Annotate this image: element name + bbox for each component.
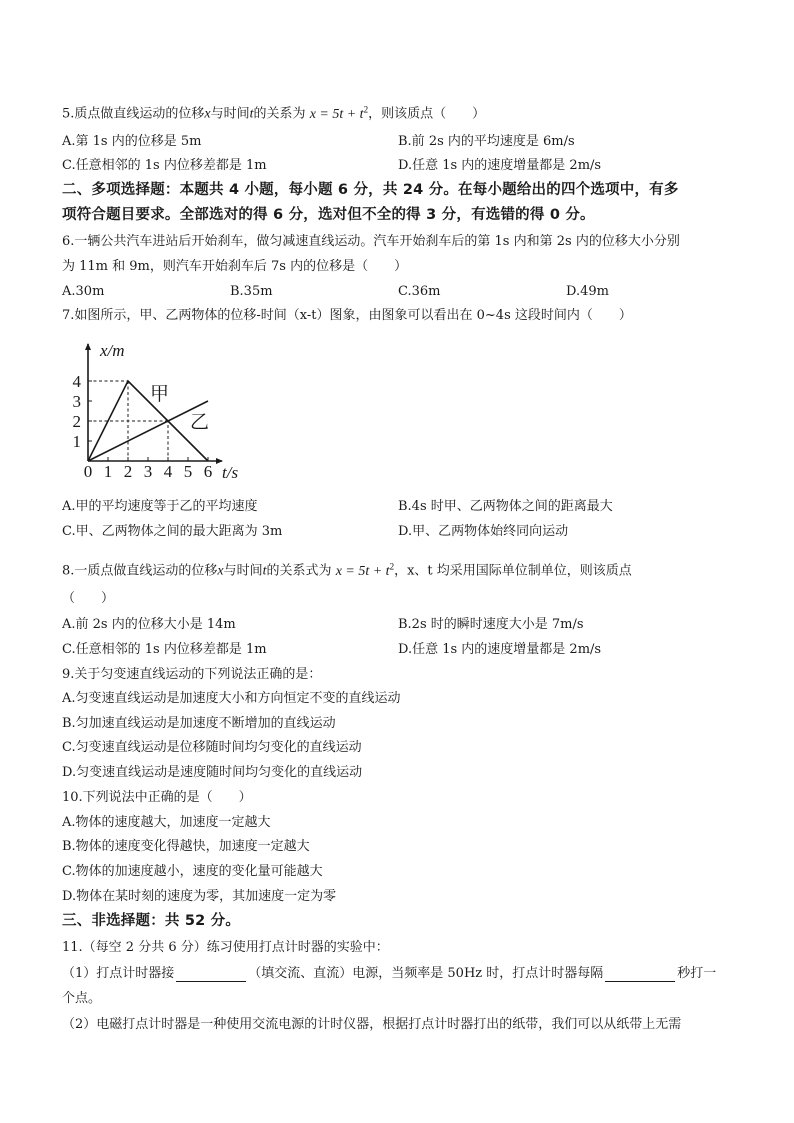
q10-option-c: C.物体的加速度越小，速度的变化量可能越大 bbox=[62, 864, 323, 879]
q8-option-a: A.前 2s 内的位移大小是 14m bbox=[62, 617, 236, 632]
q7-option-c: C.甲、乙两物体之间的最大距离为 3m bbox=[62, 524, 283, 539]
q5-formula-exp: 2 bbox=[363, 104, 369, 114]
y-tick-label-3: 4 bbox=[72, 372, 81, 391]
x-tick-label-4: 4 bbox=[163, 462, 173, 481]
answer-blank-2[interactable] bbox=[605, 968, 675, 982]
q8-stem bbox=[62, 558, 632, 580]
q6-line2: 为 11m 和 9m，则汽车开始刹车后 7s 内的位移是（ ） bbox=[62, 259, 408, 274]
q6-option-c: C.36m bbox=[398, 284, 441, 299]
q5-stem bbox=[62, 101, 485, 123]
q5-stem-c: 的关系为 bbox=[253, 106, 306, 122]
q8-formula-exp: 2 bbox=[389, 561, 395, 571]
q5-option-c: C.任意相邻的 1s 内位移差都是 1m bbox=[62, 158, 267, 173]
q5-var-t: t bbox=[249, 106, 254, 122]
series-label-yi: 乙 bbox=[190, 412, 210, 433]
q11-part1-cont: 个点。 bbox=[62, 991, 102, 1006]
q5-stem-b: 与时间 bbox=[210, 106, 250, 122]
q8-option-d: D.任意 1s 内的速度增量都是 2m/s bbox=[398, 642, 602, 657]
q8-stem-d: ，x、t 均采用国际单位制单位，则该质点 bbox=[394, 563, 632, 579]
q7-option-a: A.甲的平均速度等于乙的平均速度 bbox=[62, 499, 258, 514]
q8-stem-c: 的关系式为 bbox=[266, 563, 332, 579]
x-tick-label-3: 3 bbox=[143, 462, 153, 481]
q9-option-c: C.匀变速直线运动是位移随时间均匀变化的直线运动 bbox=[62, 740, 362, 755]
q10-option-b: B.物体的速度变化得越快，加速度一定越大 bbox=[62, 839, 310, 854]
x-tick-label-1: 1 bbox=[103, 462, 113, 481]
q8-var-t: t bbox=[262, 563, 267, 579]
q8-option-c: C.任意相邻的 1s 内位移差都是 1m bbox=[62, 642, 267, 657]
q5-option-b: B.前 2s 内的平均速度是 6m/s bbox=[398, 134, 575, 149]
x-tick-label-0: 0 bbox=[83, 462, 93, 481]
q5-option-a: A.第 1s 内的位移是 5m bbox=[62, 134, 202, 149]
q8-formula-main: x = 5t + t bbox=[335, 563, 390, 579]
q10-option-a: A.物体的速度越大，加速度一定越大 bbox=[62, 815, 271, 830]
q11-part1-c: 秒打一 bbox=[677, 966, 717, 981]
q9-option-a: A.匀变速直线运动是加速度大小和方向恒定不变的直线运动 bbox=[62, 691, 401, 706]
q6-option-a: A.30m bbox=[62, 284, 105, 299]
q7-option-b: B.4s 时甲、乙两物体之间的距离最大 bbox=[398, 499, 613, 514]
q11-part1-b: （填交流、直流）电源，当频率是 50Hz 时，打点计时器每隔 bbox=[248, 966, 604, 981]
y-axis-label: x/m bbox=[100, 341, 125, 360]
q7-stem: 7.如图所示，甲、乙两物体的位移-时间（x-t）图象，由图象可以看出在 0~4s 这段时间内（ ） bbox=[62, 308, 632, 323]
q7-option-d: D.甲、乙两物体始终同向运动 bbox=[398, 524, 569, 539]
xt-graph bbox=[66, 338, 286, 498]
q8-formula bbox=[335, 561, 395, 579]
q8-stem-a: 8.一质点做直线运动的位移 bbox=[62, 563, 218, 579]
x-tick-label-5: 5 bbox=[183, 462, 193, 481]
q11-part1-a: （1）打点计时器接 bbox=[62, 966, 175, 981]
q8-bracket: （ ） bbox=[62, 591, 115, 606]
y-tick-label-0: 1 bbox=[72, 432, 81, 451]
x-tick-label-6: 6 bbox=[203, 462, 213, 481]
q8-option-b: B.2s 时的瞬时速度大小是 7m/s bbox=[398, 617, 584, 632]
section2-line2: 项符合题目要求。全部选对的得 6 分，选对但不全的得 3 分，有选错的得 0 分。 bbox=[62, 207, 595, 223]
series-label-jia: 甲 bbox=[150, 384, 170, 405]
q11-part1 bbox=[62, 966, 716, 982]
q8-var-x: x bbox=[217, 563, 224, 579]
q5-stem-d: ，则该质点（ ） bbox=[368, 106, 486, 122]
q10-stem: 10.下列说法中正确的是（ ） bbox=[62, 790, 252, 805]
q11-part2: （2）电磁打点计时器是一种使用交流电源的计时仪器，根据打点计时器打出的纸带，我们可以从纸带上无需 bbox=[62, 1017, 682, 1032]
x-tick-label-2: 2 bbox=[123, 462, 133, 481]
q6-line1: 6.一辆公共汽车进站后开始刹车，做匀减速直线运动。汽车开始刹车后的第 1s 内和第 2s 内的位移大小分别 bbox=[62, 234, 680, 249]
q9-option-d: D.匀变速直线运动是速度随时间均匀变化的直线运动 bbox=[62, 765, 363, 780]
q10-option-d: D.物体在某时刻的速度为零，其加速度一定为零 bbox=[62, 889, 337, 904]
q9-option-b: B.匀加速直线运动是加速度不断增加的直线运动 bbox=[62, 716, 336, 731]
q6-option-b: B.35m bbox=[230, 284, 273, 299]
y-tick-label-1: 2 bbox=[72, 412, 81, 431]
answer-blank-1[interactable] bbox=[176, 968, 246, 982]
q6-option-d: D.49m bbox=[566, 284, 609, 299]
section3-title: 三、非选择题：共 52 分。 bbox=[62, 913, 241, 929]
y-tick-label-2: 3 bbox=[72, 392, 81, 411]
q9-stem: 9.关于匀变速直线运动的下列说法正确的是： bbox=[62, 667, 322, 682]
section2-line1: 二、多项选择题：本题共 4 小题，每小题 6 分，共 24 分。在每小题给出的四个选项中，有多 bbox=[62, 182, 679, 198]
q5-var-x: x bbox=[204, 106, 211, 122]
q5-formula-main: x = 5t + t bbox=[309, 106, 364, 122]
q11-stem: 11.（每空 2 分共 6 分）练习使用打点计时器的实验中： bbox=[62, 940, 389, 955]
q5-stem-a: 5.质点做直线运动的位移 bbox=[62, 106, 205, 122]
q5-formula bbox=[309, 104, 369, 122]
x-axis-label: t/s bbox=[222, 463, 239, 482]
q8-stem-b: 与时间 bbox=[223, 563, 263, 579]
q5-option-d: D.任意 1s 内的速度增量都是 2m/s bbox=[398, 158, 602, 173]
